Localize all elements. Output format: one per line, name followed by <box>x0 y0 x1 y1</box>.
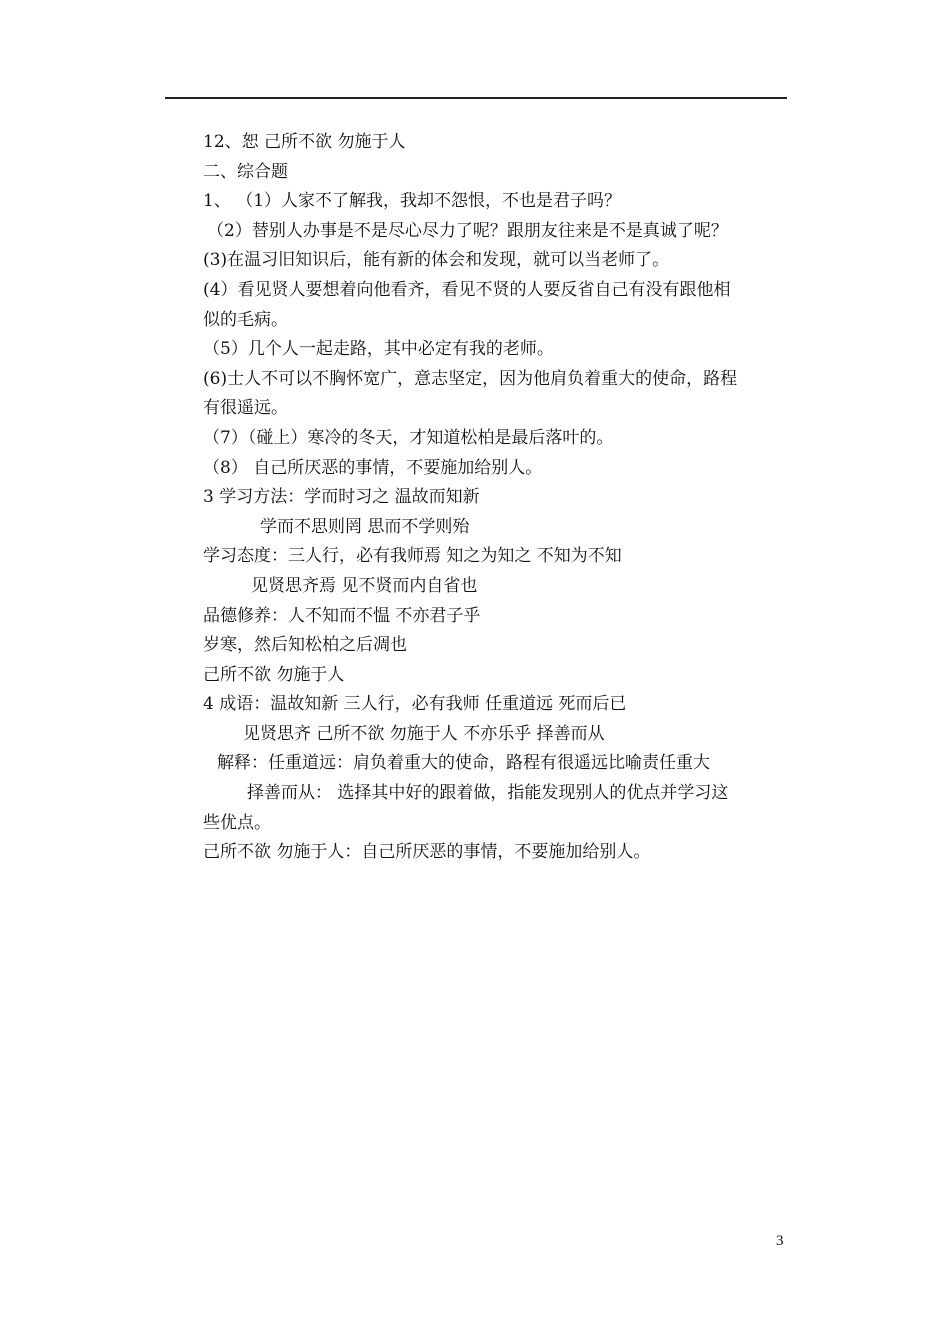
text-line: (3)在温习旧知识后，能有新的体会和发现，就可以当老师了。 <box>203 250 670 271</box>
text-line: 12、恕 己所不欲 勿施于人 <box>203 132 406 152</box>
text-line: 有很遥远。 <box>203 398 288 419</box>
text-line: 4 成语：温故知新 三人行，必有我师 任重道远 死而后已 <box>203 694 627 715</box>
text-line: 些优点。 <box>203 812 271 833</box>
text-line: 1、 （1）人家不了解我，我却不怨恨，不也是君子吗？ <box>203 191 622 212</box>
text-line: 品德修养：人不知而不愠 不亦君子乎 <box>203 605 481 626</box>
text-line: 3 学习方法：学而时习之 温故而知新 <box>203 487 480 508</box>
text-line: 解释：任重道远：肩负着重大的使命，路程有很遥远比喻责任重大 <box>217 753 710 774</box>
text-line: (4）看见贤人要想着向他看齐，看见不贤的人要反省自己有没有跟他相 <box>203 279 731 300</box>
text-line: （8） 自己所厌恶的事情，不要施加给别人。 <box>203 457 543 478</box>
header-rule <box>165 97 787 99</box>
text-line: 二、综合题 <box>203 161 288 182</box>
text-line: （7）（碰上）寒冷的冬天，才知道松柏是最后落叶的。 <box>203 427 614 448</box>
page-number: 3 <box>776 1233 784 1249</box>
text-line: 学而不思则罔 思而不学则殆 <box>260 516 470 537</box>
document-body <box>203 128 791 868</box>
text-line: 择善而从： 选择其中好的跟着做，指能发现别人的优点并学习这 <box>247 783 729 804</box>
text-line: 己所不欲 勿施于人 <box>203 664 345 685</box>
text-line: （2）替别人办事是不是尽心尽力了呢？跟朋友往来是不是真诚了呢？ <box>207 220 728 241</box>
text-line: 岁寒，然后知松柏之后凋也 <box>203 635 407 656</box>
text-line: 己所不欲 勿施于人：自己所厌恶的事情，不要施加给别人。 <box>203 842 651 863</box>
text-line: (6)士人不可以不胸怀宽广，意志坚定，因为他肩负着重大的使命，路程 <box>203 368 738 389</box>
text-line: （5）几个人一起走路，其中必定有我的老师。 <box>203 339 554 360</box>
text-line: 见贤思齐焉 见不贤而内自省也 <box>251 575 478 596</box>
text-line: 似的毛病。 <box>203 309 288 330</box>
text-line: 见贤思齐 己所不欲 勿施于人 不亦乐乎 择善而从 <box>243 723 605 744</box>
text-line: 学习态度：三人行，必有我师焉 知之为知之 不知为不知 <box>203 546 622 567</box>
